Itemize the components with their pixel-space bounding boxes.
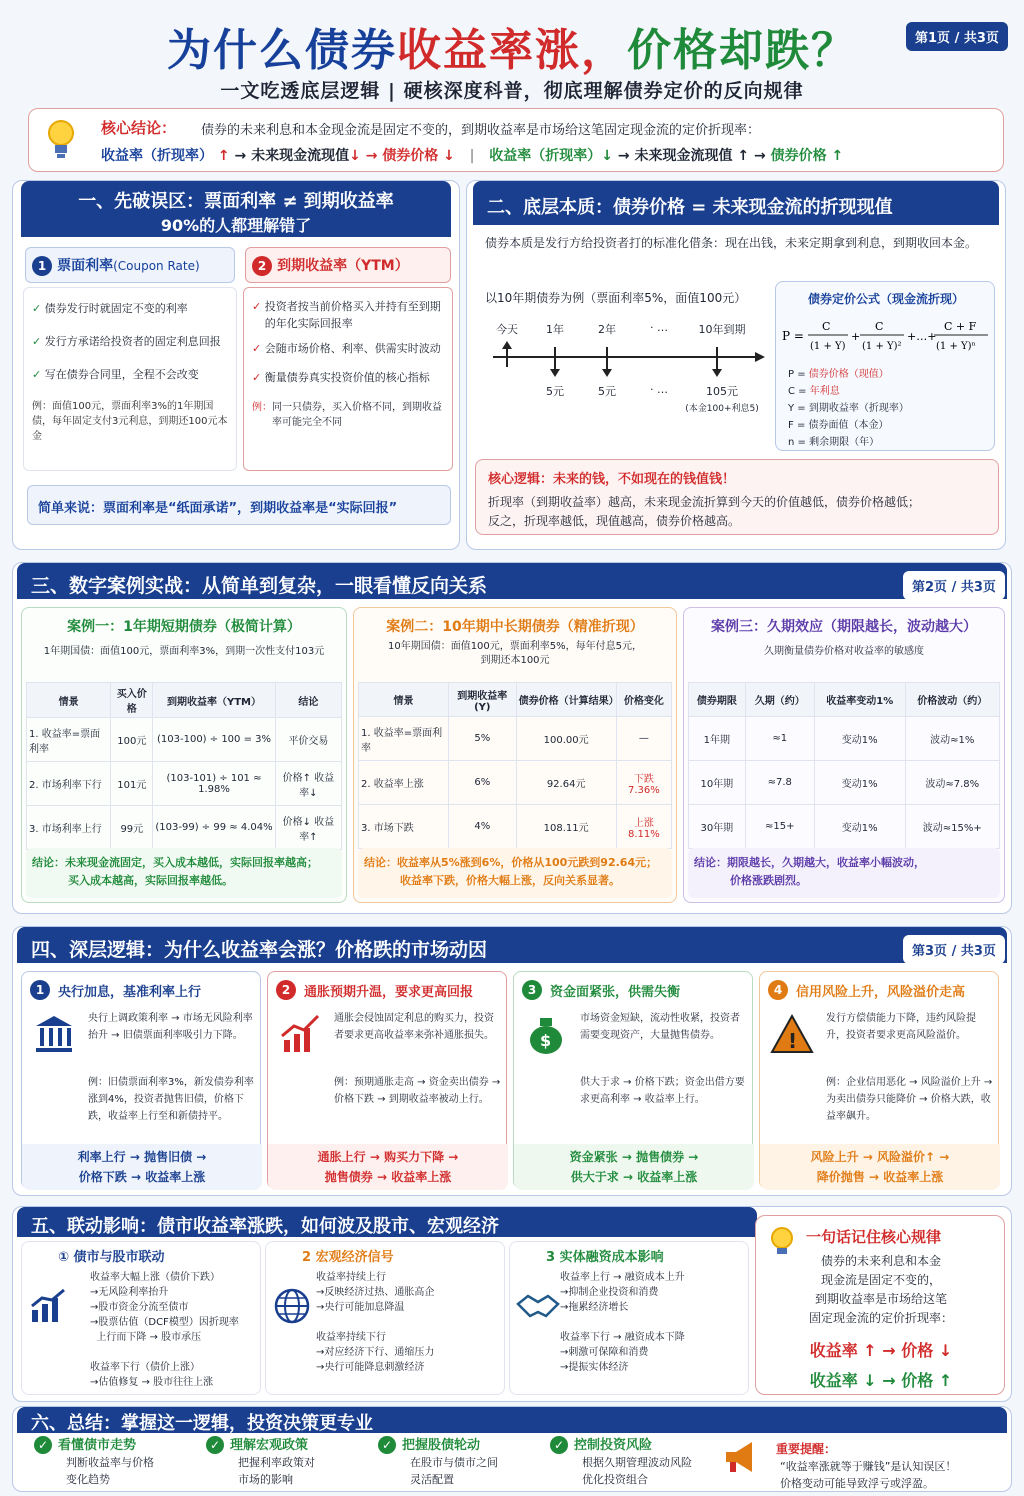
impact-line: 收益率下行（债价上涨）	[90, 1362, 200, 1373]
case-2-table: 情景 到期收益率(Y) 债券价格（计算结果） 价格变化 1. 收益率=票面利率 5% 100.00元 — 2. 收益率上涨 6% 92.64元 下跌7.36% 3. 市场下跌 4% 108.11元 上涨8.11%	[358, 682, 672, 849]
section-6-banner: 六、总结：掌握这一逻辑，投资决策更专业	[17, 1407, 1007, 1433]
core-formula: 收益率（折现率） ↑ → 未来现金流现值↓ → 债券价格 ↓ | 收益率（折现率）↓ → 未来现金流现值 ↑ → 债券价格 ↑	[101, 148, 844, 164]
cause-card-flow: 风险上升 → 风险溢价↑ → 降价抛售 → 收益率上涨	[760, 1144, 1000, 1190]
table-row: 30年期 ≈15+ 变动1% 波动≈15%+	[689, 805, 1000, 849]
case-1-table: 情景 买入价格 到期收益率（YTM） 结论 1. 收益率=票面利率 100元 (103-100) ÷ 100 = 3% 平价交易 2. 市场利率下行 101元 (103-101) ÷ 101 ≈ 1.98% 价格↑ 收益率↓ 3. 市场利率上行 99元 (103-99) ÷ 99 ≈ 4.04% 价格↓ 收益率↑	[26, 682, 342, 850]
impact-line: 收益率上行 → 融资成本上升	[560, 1272, 685, 1283]
section-5-banner: 五、联动影响：债市收益率涨跌，如何波及股市、宏观经济	[17, 1207, 757, 1237]
impact-line: 收益率持续上行	[316, 1272, 386, 1283]
case-3-table: 债券期限 久期（约） 收益率变动1% 价格波动（约） 1年期 ≈1 变动1% 波动≈1% 10年期 ≈7.8 变动1% 波动≈7.8% 30年期 ≈15+ 变动1% 波动≈15%+	[688, 682, 1000, 849]
page-title: 为什么债券收益率涨，价格却跌？	[167, 25, 857, 76]
case-2-conclusion: 结论：收益率从5%涨到6%，价格从100元跌到92.64元； 收益率下跌，价格大幅上涨，反向关系显著。	[358, 848, 672, 898]
timeline-cashflow: 5元	[546, 385, 564, 398]
cause-card-text: 市场资金短缺，流动性收紧，投资者需要变现资产，大量抛售债券。	[580, 1013, 740, 1041]
warning-icon	[770, 1012, 814, 1060]
case-1-conclusion: 结论：未来现金流固定，买入成本越低，实际回报率越高； 买入成本越高，实际回报率越低。	[26, 848, 342, 898]
section-1-panel	[12, 180, 460, 550]
growth-chart-icon	[278, 1012, 322, 1060]
impact-line	[316, 1315, 434, 1330]
money-bag-icon	[524, 1012, 568, 1060]
timeline-label: 10年到期	[698, 323, 746, 336]
subtitle: 一文吃透底层逻辑 | 硬核深度科普，彻底理解债券定价的反向规律	[220, 80, 804, 102]
impact-line: 上行而下降 → 股市承压	[90, 1332, 202, 1343]
ytm-example: 例： 同一只债券，买入价格不同，到期收益率可能完全不同	[252, 402, 442, 428]
coupon-rate-list	[23, 287, 237, 471]
list-item: ✓ 衡量债券真实投资价值的核心指标	[252, 371, 430, 384]
impact-column-head: ① 债市与股市联动	[58, 1250, 165, 1265]
svg-text:P =: P =	[782, 329, 804, 343]
coupon-example: 例：面值100元，票面利率3%的1年期国债，每年固定支付3元利息，到期还100元本金	[32, 401, 228, 442]
impact-line	[560, 1315, 685, 1330]
section-2-intro: 债券本质是发行方给投资者打的标准化借条：现在出钱，未来定期拿到利息，到期收回本金。	[485, 236, 978, 250]
cause-card-head: 1 央行加息，基准利率上行	[30, 980, 201, 1000]
core-logic-head: 核心逻辑：未来的钱，不如现在的钱值钱！	[488, 472, 736, 487]
svg-text:+: +	[851, 330, 861, 343]
impact-line: 收益率持续下行	[316, 1332, 386, 1343]
section-3-panel	[12, 562, 1012, 914]
table-row: 2. 市场利率下行 101元 (103-101) ÷ 101 ≈ 1.98% 价格↑ 收益率↓	[27, 762, 342, 806]
table-row: 10年期 ≈7.8 变动1% 波动≈7.8%	[689, 761, 1000, 805]
warning-text: “收益率涨就等于赚钱”是认知误区！ 价格变动可能导致浮亏或浮盈。	[780, 1460, 957, 1490]
table-row: 2. 收益率上涨 6% 92.64元 下跌7.36%	[359, 761, 672, 805]
case-3-head: 案例三：久期效应（期限越长，波动越大）	[711, 619, 977, 635]
case-3-desc: 久期衡量债券价格对收益率的敏感度	[764, 646, 924, 657]
list-item: ✓ 发行方承诺给投资者的固定利息回报	[32, 335, 221, 348]
table-row: 1. 收益率=票面利率 5% 100.00元 —	[359, 717, 672, 761]
summary-item-line: 把握利率政策对	[238, 1456, 315, 1469]
core-logic-line: 折现率（到期收益率）越高，未来现金流折算到今天的价值越低，债券价格越低；	[488, 495, 921, 509]
list-item: ✓ 债券发行时就固定不变的利率	[32, 302, 188, 315]
cause-card-head: 2 通胀预期升温，要求更高回报	[276, 980, 473, 1000]
core-conclusion-panel	[28, 108, 1004, 172]
svg-text:!: !	[788, 1029, 798, 1053]
impact-column	[21, 1241, 261, 1395]
core-logic-line: 反之，折现率越低，现值越高，债券价格越高。	[488, 514, 741, 528]
impact-line: 收益率下行 → 融资成本下降	[560, 1332, 685, 1343]
summary-item-head: ✓ 把握股债轮动	[378, 1436, 498, 1454]
impact-column-text	[560, 1270, 685, 1375]
summary-item-line: 灵活配置	[410, 1473, 454, 1486]
core-text: 债券的未来利息和本金现金流是固定不变的，到期收益率是市场给这笔固定现金流的定价折现率：	[201, 123, 761, 138]
impact-line: →无风险利率抬升	[90, 1287, 169, 1298]
section-2-panel	[466, 180, 1006, 550]
section-4-banner: 四、深层逻辑：为什么收益率会涨？价格跌的市场动因	[17, 927, 1007, 963]
svg-text:+…+: +…+	[907, 330, 937, 343]
case-1-card	[21, 607, 347, 903]
check-icon: ✓	[34, 1436, 52, 1454]
impact-column-text	[90, 1270, 239, 1390]
remember-rule-up: 收益率 ↑ → 价格 ↓	[809, 1341, 953, 1360]
summary-item-head: ✓ 理解宏观政策	[206, 1436, 315, 1454]
list-item: ✓ 投资者按当前价格买入并持有至到期的年化实际回报率	[252, 300, 441, 330]
ytm-head: 2 到期收益率（YTM）	[245, 247, 451, 283]
section-3-badge: 第2页 / 共3页	[903, 571, 1005, 600]
section-4-badge: 第3页 / 共3页	[903, 935, 1005, 964]
section-5-panel	[12, 1206, 1012, 1402]
core-label: 核心结论：	[101, 119, 177, 137]
pricing-formula	[782, 312, 992, 362]
summary-item-head: ✓ 看懂债市走势	[34, 1436, 154, 1454]
summary-item-line: 市场的影响	[238, 1473, 293, 1486]
timeline-cashflow: 5元	[598, 385, 616, 398]
cause-card-example: 例：预期通胀走高 → 资金卖出债券 → 价格下跌 → 到期收益率被动上行。	[334, 1077, 501, 1105]
svg-text:C: C	[875, 320, 884, 333]
megaphone-icon	[722, 1440, 762, 1476]
table-row: 3. 市场下跌 4% 108.11元 上涨8.11%	[359, 805, 672, 849]
remember-box	[755, 1215, 1005, 1395]
summary-item-line: 根据久期管理波动风险	[582, 1456, 692, 1469]
impact-line: →对应经济下行、通缩压力	[316, 1347, 435, 1358]
impact-line: →抑制企业投资和消费	[560, 1287, 659, 1298]
case-3-conclusion: 结论：期限越长，久期越大，收益率小幅波动， 价格涨跌剧烈。	[688, 848, 1000, 898]
case-1-head: 案例一：1年期短期债券（极简计算）	[67, 619, 301, 635]
case-2-card	[353, 607, 677, 903]
remember-text: 债券的未来利息和本金 现金流是固定不变的， 到期收益率是市场给这笔 固定现金流的定价折现率：	[808, 1254, 953, 1325]
cause-card-flow: 利率上行 → 抛售旧债 → 价格下跌 → 收益率上涨	[22, 1144, 262, 1190]
section-1-title: 一、先破误区：票面利率 ≠ 到期收益率	[78, 191, 394, 212]
svg-text:(1 + Y)ⁿ: (1 + Y)ⁿ	[936, 341, 976, 352]
summary-item-line: 判断收益率与价格	[66, 1456, 154, 1469]
timeline-label: 1年	[546, 323, 564, 336]
check-icon: ✓	[378, 1436, 396, 1454]
timeline-label: 今天	[496, 323, 518, 336]
impact-column-text	[316, 1270, 434, 1375]
cause-card	[759, 971, 999, 1189]
impact-line: →反映经济过热、通胀高企	[316, 1287, 435, 1298]
table-row: 3. 市场利率上行 99元 (103-99) ÷ 99 ≈ 4.04% 价格↓ 收益率↑	[27, 806, 342, 850]
core-logic-box	[475, 459, 999, 535]
svg-text:C: C	[822, 320, 831, 333]
warning-head: 重要提醒：	[776, 1442, 837, 1456]
handshake-icon	[516, 1286, 560, 1330]
cause-card	[267, 971, 507, 1189]
impact-line: →央行可能加息降温	[316, 1302, 405, 1313]
table-row: 1年期 ≈1 变动1% 波动≈1%	[689, 717, 1000, 761]
cause-card-example: 例：企业信用恶化 → 风险溢价上升 → 为卖出债券只能降价 → 价格大跌，收益率飙升。	[826, 1077, 993, 1122]
cause-card-text: 发行方偿债能力下降，违约风险提升，投资者要求更高风险溢价。	[826, 1013, 976, 1041]
case-2-desc: 10年期国债：面值100元，票面利率5%，每年付息5元， 到期还本100元	[387, 641, 643, 666]
page-badge: 第1页 / 共3页	[906, 22, 1008, 51]
timeline-cashflow: 105元	[706, 385, 738, 398]
case-2-head: 案例二：10年期中长期债券（精准折现）	[386, 619, 644, 635]
section-1-banner	[21, 181, 451, 237]
lightbulb-icon	[43, 117, 79, 161]
timeline-arrow	[487, 339, 767, 389]
cause-card-head: 4 信用风险上升，风险溢价走高	[768, 980, 965, 1000]
impact-column	[509, 1241, 749, 1395]
cause-card	[513, 971, 753, 1189]
case-1-desc: 1年期国债：面值100元，票面利率3%，到期一次性支付103元	[43, 646, 325, 657]
section-3-banner: 三、数字案例实战：从简单到复杂，一眼看懂反向关系	[17, 563, 1007, 599]
impact-column-head: 3 实体融资成本影响	[546, 1250, 664, 1265]
svg-text:(1 + Y): (1 + Y)	[810, 341, 846, 352]
section-4-panel	[12, 926, 1012, 1196]
summary-item-line: 变化趋势	[66, 1473, 110, 1486]
check-icon: ✓	[206, 1436, 224, 1454]
impact-line: 收益率大幅上涨（债价下跌）	[90, 1272, 220, 1283]
definition-row: n = 剩余期限（年）	[788, 437, 880, 448]
summary-item-line: 优化投资组合	[582, 1473, 648, 1486]
remember-rule-down: 收益率 ↓ → 价格 ↑	[809, 1371, 953, 1390]
check-icon: ✓	[550, 1436, 568, 1454]
impact-column	[265, 1241, 505, 1395]
ytm-list	[243, 287, 453, 471]
remember-head: 一句话记住核心规律	[806, 1228, 942, 1246]
impact-line: →央行可能降息刺激经济	[316, 1362, 425, 1373]
formula-title: 债券定价公式（现金流折现）	[807, 292, 964, 306]
simple-summary: 简单来说：票面利率是“纸面承诺”，到期收益率是“实际回报”	[27, 485, 451, 525]
svg-text:C + F: C + F	[944, 320, 977, 333]
timeline-note: (本金100+利息5)	[685, 404, 759, 414]
definition-row: Y = 到期收益率（折现率）	[788, 403, 909, 414]
definition-row: F = 债券面值（本金）	[788, 420, 889, 431]
pricing-formula-box	[775, 281, 995, 451]
bar-chart-icon	[28, 1286, 68, 1330]
svg-text:$: $	[540, 1031, 552, 1050]
impact-line: →股市资金分流至债市	[90, 1302, 189, 1313]
summary-item	[34, 1436, 154, 1488]
timeline-example-label: 以10年期债券为例（票面利率5%，面值100元）	[485, 291, 747, 305]
svg-text:(1 + Y)²: (1 + Y)²	[862, 341, 902, 352]
cashflow-timeline	[487, 321, 767, 431]
definition-row: C = 年利息	[788, 386, 840, 397]
table-row: 1. 收益率=票面利率 100元 (103-100) ÷ 100 = 3% 平价交易	[27, 718, 342, 762]
impact-line: →估值修复 → 股市往往上涨	[90, 1377, 214, 1388]
section-2-banner: 二、底层本质：债券价格 = 未来现金流的折现现值	[473, 181, 999, 225]
impact-line: →提振实体经济	[560, 1362, 629, 1373]
list-item: ✓ 写在债券合同里，全程不会改变	[32, 368, 199, 381]
impact-line: →拖累经济增长	[560, 1302, 629, 1313]
cause-card-flow: 资金紧张 → 抛售债券 → 供大于求 → 收益率上涨	[514, 1144, 754, 1190]
summary-item-head: ✓ 控制投资风险	[550, 1436, 692, 1454]
impact-line: →股票估值（DCF模型）因折现率	[90, 1317, 239, 1328]
cause-card-example: 例：旧债票面利率3%，新发债券利率涨到4%，投资者抛售旧债，价格下跌，收益率上行至和新债持平。	[88, 1077, 254, 1122]
case-3-card	[683, 607, 1005, 903]
globe-icon	[272, 1286, 312, 1330]
cause-card-text: 通胀会侵蚀固定利息的购买力，投资者要求更高收益率来弥补通胀损失。	[334, 1013, 494, 1041]
impact-line	[90, 1345, 239, 1360]
timeline-label: 2年	[598, 323, 616, 336]
cause-card-head: 3 资金面紧张，供需失衡	[522, 980, 680, 1000]
summary-item	[378, 1436, 498, 1488]
impact-line: →刺激可保障和消费	[560, 1347, 649, 1358]
formula-definitions	[788, 366, 909, 451]
cause-card-flow: 通胀上行 → 购买力下降 → 抛售债券 → 收益率上涨	[268, 1144, 508, 1190]
timeline-cashflow: · …	[650, 383, 668, 396]
list-item: ✓ 会随市场价格、利率、供需实时波动	[252, 342, 441, 355]
summary-item-line: 在股市与债市之间	[410, 1456, 498, 1469]
summary-item	[206, 1436, 315, 1488]
summary-item	[550, 1436, 692, 1488]
impact-column-head: 2 宏观经济信号	[302, 1250, 394, 1265]
coupon-rate-head: 1 票面利率(Coupon Rate)	[25, 247, 235, 283]
bank-icon	[32, 1012, 76, 1060]
cause-card-example: 供大于求 → 价格下跌；资金出借方要求更高利率 → 收益率上行。	[580, 1077, 745, 1105]
cause-card	[21, 971, 261, 1189]
cause-card-text: 央行上调政策利率 → 市场无风险利率抬升 → 旧债票面利率吸引力下降。	[88, 1013, 253, 1041]
section-1-subtitle: 90%的人都理解错了	[160, 216, 312, 235]
definition-row: P = 债券价格（现值）	[788, 369, 889, 380]
timeline-label: · …	[650, 321, 668, 334]
